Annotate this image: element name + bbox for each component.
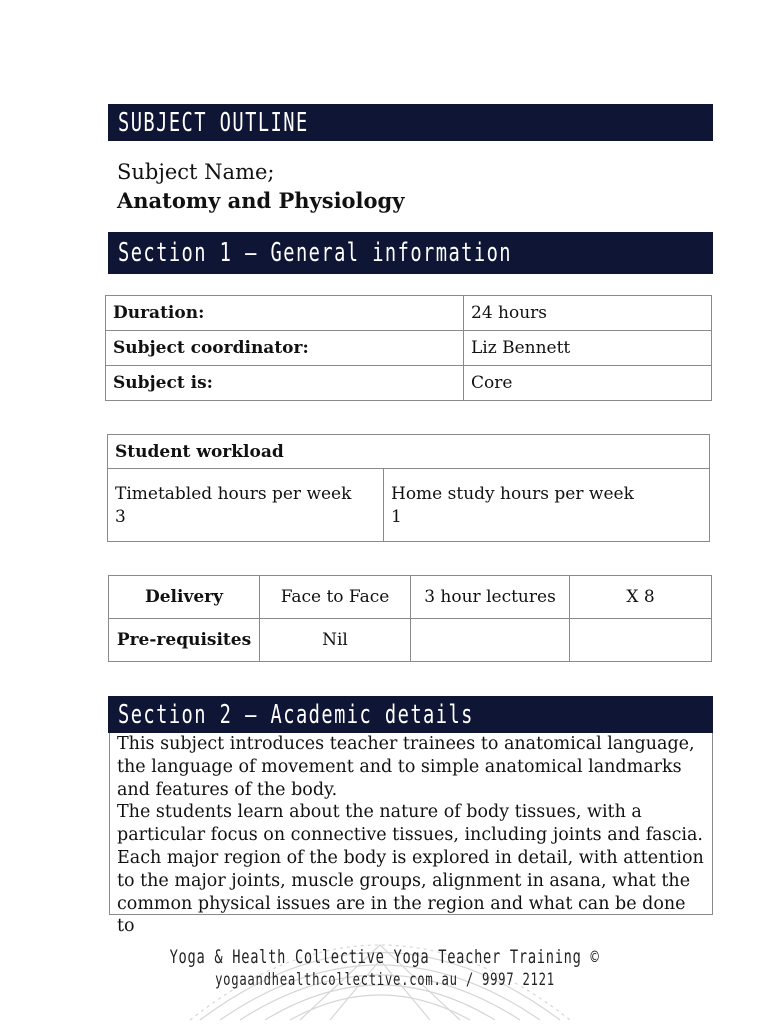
duration-value: 24 hours — [464, 296, 712, 331]
subject-name-label: Subject Name; — [117, 160, 275, 184]
subject-outline-banner — [108, 104, 713, 141]
footer-copyright — [0, 946, 770, 968]
footer-contact-text: yogaandhealthcollective.com.au / 9997 2121 — [215, 970, 555, 990]
subject-is-label: Subject is: — [106, 366, 464, 401]
table-row — [109, 576, 712, 619]
timetabled-hours-label: Timetabled hours per week — [115, 484, 352, 504]
table-row — [106, 331, 712, 366]
prerequisites-label: Pre-requisites — [109, 619, 260, 662]
delivery-label: Delivery — [109, 576, 260, 619]
subject-is-value: Core — [464, 366, 712, 401]
delivery-table — [108, 575, 712, 662]
delivery-lectures: 3 hour lectures — [411, 576, 570, 619]
student-workload-table — [107, 434, 710, 542]
coordinator-value: Liz Bennett — [464, 331, 712, 366]
academic-paragraph-2: The students learn about the nature of body tissues, with a particular focus on connective tissues, including joints and fascia. Each major region of the body is explored in detail, with attention to the major joints, muscle groups, alignment in asana, what the common physical issues are in the region and what can be done to — [117, 802, 704, 937]
section-2-banner — [108, 696, 713, 733]
workload-heading: Student workload — [108, 435, 710, 469]
timetabled-hours-cell — [108, 469, 384, 542]
delivery-count: X 8 — [570, 576, 712, 619]
home-study-hours-label: Home study hours per week — [391, 484, 634, 504]
table-row — [106, 296, 712, 331]
delivery-mode: Face to Face — [260, 576, 411, 619]
table-row — [108, 469, 710, 542]
home-study-hours-value: 1 — [391, 507, 402, 527]
timetabled-hours-value: 3 — [115, 507, 126, 527]
home-study-hours-cell — [384, 469, 710, 542]
duration-label: Duration: — [106, 296, 464, 331]
subject-name-value: Anatomy and Physiology — [117, 188, 405, 213]
table-row — [109, 619, 712, 662]
table-row — [106, 366, 712, 401]
empty-cell — [570, 619, 712, 662]
footer-contact — [0, 970, 770, 990]
academic-details-text — [109, 733, 713, 937]
section-2-title: Section 2 – Academic details — [118, 699, 474, 730]
footer-copyright-text: Yoga & Health Collective Yoga Teacher Training © — [170, 946, 600, 968]
academic-paragraph-1: This subject introduces teacher trainees to anatomical language, the language of movement and to simple anatomical landmarks and features of the body. — [117, 734, 695, 800]
general-info-table — [105, 295, 712, 401]
section-1-title: Section 1 – General information — [118, 238, 513, 268]
table-row — [108, 435, 710, 469]
prerequisites-value: Nil — [260, 619, 411, 662]
empty-cell — [411, 619, 570, 662]
subject-outline-title: SUBJECT OUTLINE — [118, 107, 309, 138]
coordinator-label: Subject coordinator: — [106, 331, 464, 366]
section-1-banner — [108, 232, 713, 274]
